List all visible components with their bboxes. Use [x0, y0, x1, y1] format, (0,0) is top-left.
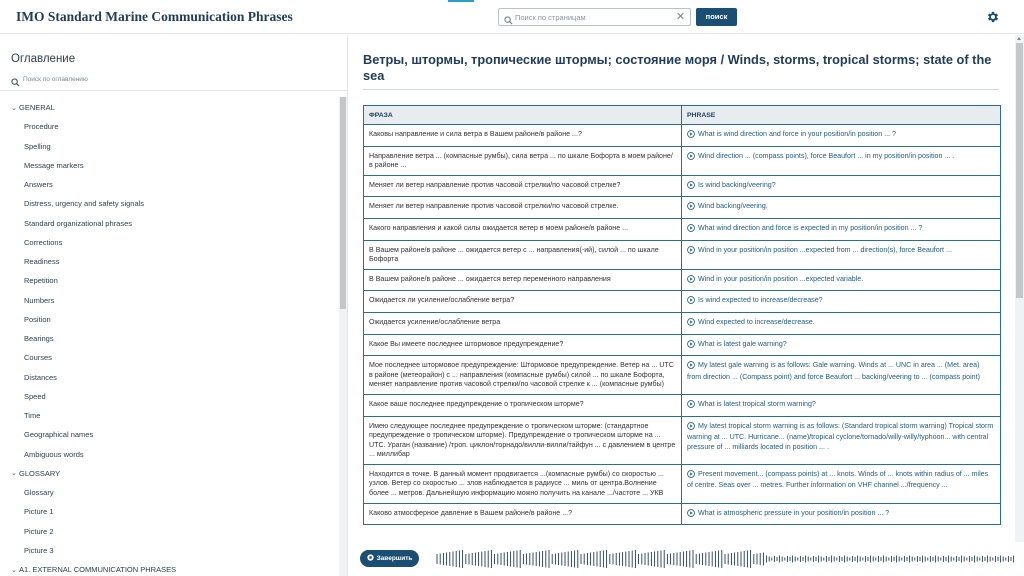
main-content: [349, 35, 1024, 576]
toc-label: Readiness: [24, 257, 60, 267]
stop-icon: [367, 554, 374, 563]
toc-item[interactable]: [0, 310, 340, 329]
toc-section[interactable]: [0, 560, 340, 576]
phrase-ru: В Вашем районе/в районе ... ожидается ветер с ... направления(-ий), силой ... по шкале Бофорта: [364, 240, 682, 269]
scroll-up-icon[interactable]: [1017, 37, 1021, 40]
phrase-en-text: Wind backing/veering.: [698, 202, 768, 211]
play-icon[interactable]: [687, 509, 695, 521]
toc-item[interactable]: [0, 425, 340, 444]
phrase-en[interactable]: [682, 356, 1001, 395]
toc-label: GLOSSARY: [19, 468, 61, 478]
phrase-en[interactable]: [682, 464, 1001, 503]
toc-item[interactable]: [0, 522, 340, 541]
play-icon[interactable]: [687, 202, 695, 214]
phrase-en[interactable]: [682, 503, 1001, 525]
toc-label: Bearings: [24, 334, 54, 344]
play-icon[interactable]: [687, 470, 695, 482]
toc-item[interactable]: [0, 406, 340, 425]
phrase-ru: Ожидается усиление/ослабление ветра: [364, 312, 682, 334]
table-of-contents-sidebar: [0, 35, 348, 576]
page-title: Ветры, штормы, тропические штормы; состояние моря / Winds, storms, tropical storms; state of the sea: [363, 52, 992, 83]
app-title: IMO Standard Marine Communication Phrases: [16, 9, 293, 24]
play-icon[interactable]: [687, 246, 695, 258]
play-icon[interactable]: [687, 296, 695, 308]
phrase-ru: Мое последнее штормовое предупреждение: Штормовое предупреждение. Ветер на ... UTC в районе (метеорайон) с ... направления (компасные румбы) силой ... по шкале Бофорта, меняет направление против часовой стрелки/по часовой стрелке к ... (компасные румбы): [364, 356, 682, 395]
play-icon[interactable]: [687, 422, 695, 434]
divider: [0, 90, 347, 91]
phrase-en-text: My latest tropical storm warning is as follows: (Standard tropical storm warning) Tropical storm warning at ... UTC. Hurricane... (name)/tropical cyclone/tornado/willy-willy/typhoon... with central pressure of ... milliards located in position ... .: [687, 421, 994, 451]
audio-waveform[interactable]: [435, 548, 1019, 570]
chevron-down-icon[interactable]: ⌄: [11, 566, 17, 574]
toc-item[interactable]: [0, 502, 340, 521]
toc-item[interactable]: [0, 252, 340, 271]
phrase-en-text: What is atmospheric pressure in your position/in position ... ?: [698, 508, 890, 517]
toc-section[interactable]: [0, 98, 340, 117]
toc-item[interactable]: [0, 387, 340, 406]
phrase-en-text: My latest gale warning is as follows: Gale warning. Winds at ... UNC in area ... (Met. area) from direction ... (Compass point) and force Beaufort ... backing/veering to ... (compass point): [687, 361, 980, 381]
phrase-en[interactable]: [682, 146, 1001, 175]
header-accent: [448, 0, 474, 2]
phrase-en[interactable]: [682, 240, 1001, 269]
toc-search-box[interactable]: [11, 73, 341, 87]
play-icon[interactable]: [687, 361, 695, 373]
table-row: [364, 218, 1001, 240]
table-row: [364, 240, 1001, 269]
toc-label: Corrections: [24, 237, 63, 247]
toc-label: Standard organizational phrases: [24, 218, 132, 228]
table-row: [364, 394, 1001, 416]
page-search-box[interactable]: [498, 8, 691, 26]
table-row: [364, 464, 1001, 503]
toc-label: Procedure: [24, 122, 59, 132]
phrase-ru: Каково атмосферное давление в Вашем районе/в районе ...?: [364, 503, 682, 525]
toc-label: Picture 2: [24, 526, 54, 536]
phrase-en[interactable]: [682, 175, 1001, 197]
phrase-en-text: Wind in your position/in position ...expected variable.: [698, 274, 864, 283]
play-icon[interactable]: [687, 400, 695, 412]
toc-label: Numbers: [24, 295, 55, 305]
phrase-ru: Находится в точке. В данный момент продвигается ...(компасные румбы) со скоростью ... узлов. Ветер со скоростью ... злов наблюдается в радиусе ... миль от центра.Волнение более ... метров. Дальнейшую информацию можно получить на канале .../частоте ... УКВ: [364, 464, 682, 503]
toc-label: Position: [24, 314, 51, 324]
toc-item[interactable]: [0, 368, 340, 387]
audio-player-bar: [349, 542, 1024, 576]
main-scrollbar[interactable]: [1015, 35, 1024, 576]
divider: [363, 89, 999, 90]
play-icon[interactable]: [687, 340, 695, 352]
phrase-en[interactable]: [682, 197, 1001, 219]
phrase-ru: Меняет ли ветер направление против часовой стрелки/по часовой стрелке?: [364, 175, 682, 197]
toc-item[interactable]: [0, 541, 340, 560]
phrase-en-text: Wind in your position/in position ...expected from ... direction(s), force Beaufort ...: [698, 245, 952, 254]
toc-label: Speed: [24, 391, 46, 401]
toc-item[interactable]: [0, 214, 340, 233]
finish-button[interactable]: [360, 550, 419, 567]
toc-item[interactable]: [0, 348, 340, 367]
phrase-en-text: Present movement... (compass points) at ... knots. Winds of ... knots within radius of ... miles of centre. Seas over ... metres. Further information on VHF channel .../frequency ...: [687, 469, 989, 490]
phrase-ru: Какого направления и какой силы ожидается ветер в моем районе/в районе ...: [364, 218, 682, 240]
toc-label: Time: [24, 411, 41, 421]
toc-label: Distress, urgency and safety signals: [24, 199, 145, 209]
header-bar: [0, 0, 1024, 34]
table-row: [364, 125, 1001, 147]
toc-item[interactable]: [0, 137, 340, 156]
phrase-en-text: What is wind direction and force in your position/in position ... ?: [698, 130, 896, 138]
toc-item[interactable]: [0, 291, 340, 310]
toc-label: Repetition: [24, 276, 58, 286]
toc-search-input[interactable]: [23, 73, 323, 86]
toc-label: Geographical names: [24, 430, 94, 440]
phrase-en[interactable]: [682, 269, 1001, 291]
phrase-ru: Направление ветра ... (компасные румбы), сила ветра ... по шкале Бофорта в моем районе/в районе ...: [364, 146, 682, 175]
toc-label: GENERAL: [19, 103, 55, 113]
phrase-ru: Какое ваше последнее предупреждение о тропическом шторме?: [364, 394, 682, 416]
phrase-en-text: What wind direction and force is expected in my position/in position ... ?: [698, 223, 923, 232]
phrase-en[interactable]: [682, 312, 1001, 334]
phrase-ru: Какое Вы имеете последнее штормовое предупреждение?: [364, 334, 682, 356]
toc-item[interactable]: [0, 329, 340, 348]
phrase-en-text: Wind expected to increase/decrease.: [698, 317, 815, 326]
toc-label: Message markers: [24, 160, 84, 170]
toc-item[interactable]: [0, 194, 340, 213]
toc-label: A1. EXTERNAL COMMUNICATION PHRASES: [19, 565, 177, 575]
play-icon[interactable]: [687, 152, 695, 164]
column-header-ru: ФРАЗА: [364, 106, 682, 125]
table-row: [364, 146, 1001, 175]
phrase-en[interactable]: [682, 416, 1001, 464]
table-row: [364, 197, 1001, 219]
toc-label: Glossary: [24, 488, 54, 498]
table-row: [364, 312, 1001, 334]
column-header-en: PHRASE: [682, 106, 1001, 125]
chevron-down-icon[interactable]: ⌄: [11, 104, 17, 112]
play-icon[interactable]: [687, 275, 695, 287]
toc-label: Picture 1: [24, 507, 54, 517]
scrollbar-thumb[interactable]: [1016, 43, 1023, 298]
phrase-en[interactable]: [682, 125, 1001, 147]
toc-item[interactable]: [0, 483, 340, 502]
toc-item[interactable]: [0, 445, 340, 464]
phrase-en-text: Is wind backing/veering?: [698, 180, 776, 189]
table-row: [364, 269, 1001, 291]
clear-search-icon[interactable]: ✕: [675, 11, 686, 23]
toc-item[interactable]: [0, 156, 340, 175]
finish-label: Завершить: [376, 555, 413, 562]
toc-item[interactable]: [0, 233, 340, 252]
page-search-input[interactable]: [515, 9, 675, 25]
phrase-ru: В Вашем районе/в районе ... ожидается ветер переменного направления: [364, 269, 682, 291]
toc-label: Courses: [24, 353, 52, 363]
toc-item[interactable]: [0, 271, 340, 290]
phrase-en-text: Wind direction ... (compass points), force Beaufort ... in my position/in position ... .: [698, 151, 955, 160]
phrase-ru: Имею следующее последнее предупреждение о тропическом шторме: (стандартное предупреждение о тропическом шторме). Предупреждение о тропическом шторме на ... UTC. Ураган (название) /троп. циклон/торнадо/вилли-вилли/тайфун ... с давлением в центре ... миллибар: [364, 416, 682, 464]
table-row: [364, 175, 1001, 197]
phrase-en-text: What is latest gale warning?: [698, 339, 787, 348]
scrollbar-thumb[interactable]: [340, 97, 346, 309]
phrase-table: [363, 105, 1001, 525]
table-row: [364, 291, 1001, 313]
table-row: [364, 334, 1001, 356]
table-row: [364, 356, 1001, 395]
toc-title: Оглавление: [11, 53, 76, 65]
play-icon[interactable]: [687, 318, 695, 330]
toc-label: Ambiguous words: [24, 449, 84, 459]
phrase-en[interactable]: [682, 394, 1001, 416]
table-header-row: [364, 106, 1001, 125]
toc-label: Answers: [24, 180, 53, 190]
search-button[interactable]: поиск: [696, 8, 737, 26]
phrase-en[interactable]: [682, 291, 1001, 313]
toc-section[interactable]: [0, 464, 340, 483]
toc-label: Distances: [24, 372, 57, 382]
phrase-en[interactable]: [682, 218, 1001, 240]
phrase-en-text: What is latest tropical storm warning?: [698, 399, 816, 408]
phrase-ru: Каковы направление и сила ветра в Вашем районе/в районе ...?: [364, 125, 682, 147]
toc-item[interactable]: [0, 175, 340, 194]
table-row: [364, 503, 1001, 525]
search-icon: [504, 12, 513, 30]
toc-item[interactable]: [0, 117, 340, 136]
play-icon[interactable]: [687, 224, 695, 236]
toc-label: Picture 3: [24, 545, 54, 555]
toc-label: Spelling: [24, 141, 51, 151]
phrase-en-text: Is wind expected to increase/decrease?: [698, 296, 823, 305]
play-icon[interactable]: [687, 181, 695, 193]
table-row: [364, 416, 1001, 464]
toc-list: [0, 98, 340, 576]
phrase-ru: Ожидается ли усиление/ослабление ветра?: [364, 291, 682, 313]
sidebar-scrollbar[interactable]: [339, 97, 347, 576]
play-icon[interactable]: [687, 130, 695, 142]
gear-icon[interactable]: [986, 10, 1000, 24]
phrase-en[interactable]: [682, 334, 1001, 356]
chevron-down-icon[interactable]: ⌄: [11, 470, 17, 478]
phrase-ru: Меняет ли ветер направление против часовой стрелки/по часовой стрелке.: [364, 197, 682, 219]
